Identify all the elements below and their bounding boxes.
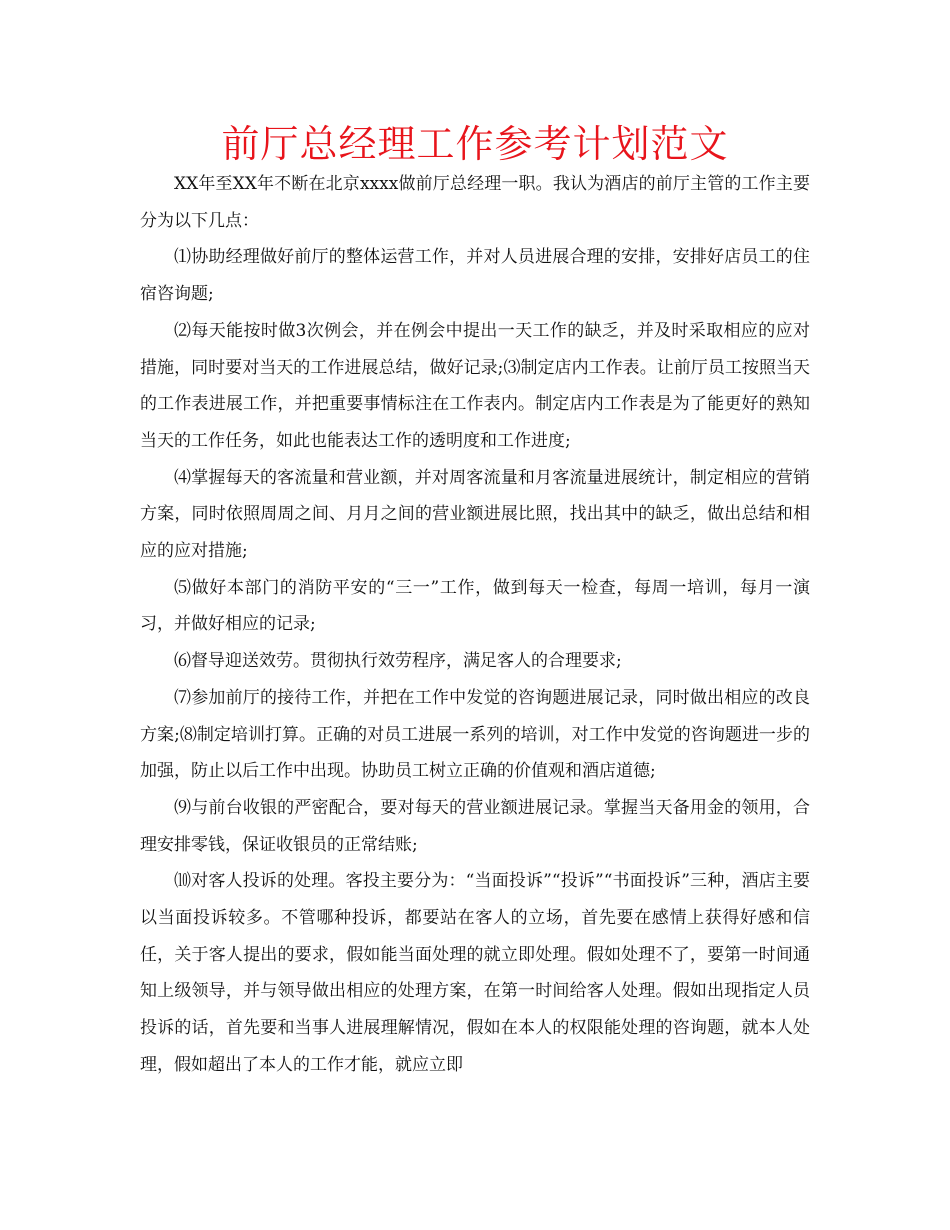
paragraph-item-6: ⑹督导迎送效劳。贯彻执行效劳程序，满足客人的合理要求; — [174, 651, 622, 672]
document-body — [140, 166, 810, 1084]
paragraph-intro: XX年至XX年不断在北京xxxx做前厅总经理一职。我认为酒店的前厅主管的工作主要分为以下几点： — [140, 174, 810, 231]
paragraph-item-9: ⑼与前台收银的严密配合，要对每天的营业额进展记录。掌握当天备用金的领用，合理安排零钱，保证收银员的正常结账; — [140, 797, 810, 855]
paragraph-item-2-3: ⑵每天能按时做3次例会，并在例会中提出一天工作的缺乏，并及时采取相应的应对措施，同时要对当天的工作进展总结，做好记录;⑶制定店内工作表。让前厅员工按照当天的工作表进展工作，并把重要事情标注在工作表内。制定店内工作表是为了能更好的熟知当天的工作任务，如此也能表达工作的透明度和工作进度; — [140, 320, 810, 451]
paragraph-item-10: ⑽对客人投诉的处理。客投主要分为：“当面投诉”“投诉”“书面投诉”三种，酒店主要以当面投诉较多。不管哪种投诉，都要站在客人的立场，首先要在感情上获得好感和信任，关于客人提出的要求，假如能当面处理的就立即处理。假如处理不了，要第一时间通知上级领导，并与领导做出相应的处理方案，在第一时间给客人处理。假如出现指定人员投诉的话，首先要和当事人进展理解情况，假如在本人的权限能处理的咨询题，就本人处理，假如超出了本人的工作才能，就应立即 — [140, 871, 810, 1075]
paragraph-item-7-8: ⑺参加前厅的接待工作，并把在工作中发觉的咨询题进展记录，同时做出相应的改良方案;⑻制定培训打算。正确的对员工进展一系列的培训，对工作中发觉的咨询题进一步的加强，防止以后工作中出现。协助员工树立正确的价值观和酒店道德; — [140, 687, 810, 782]
document-title: 前厅总经理工作参考计划范文 — [221, 122, 729, 166]
paragraph-item-4: ⑷掌握每天的客流量和营业额，并对周客流量和月客流量进展统计，制定相应的营销方案，同时依照周周之间、月月之间的营业额进展比照，找出其中的缺乏，做出总结和相应的应对措施; — [140, 467, 810, 562]
paragraph-item-5: ⑸做好本部门的消防平安的“三一”工作，做到每天一检查，每周一培训，每月一演习，并做好相应的记录; — [140, 577, 810, 635]
paragraph-item-1: ⑴协助经理做好前厅的整体运营工作，并对人员进展合理的安排，安排好店员工的住宿咨询题; — [140, 247, 810, 305]
